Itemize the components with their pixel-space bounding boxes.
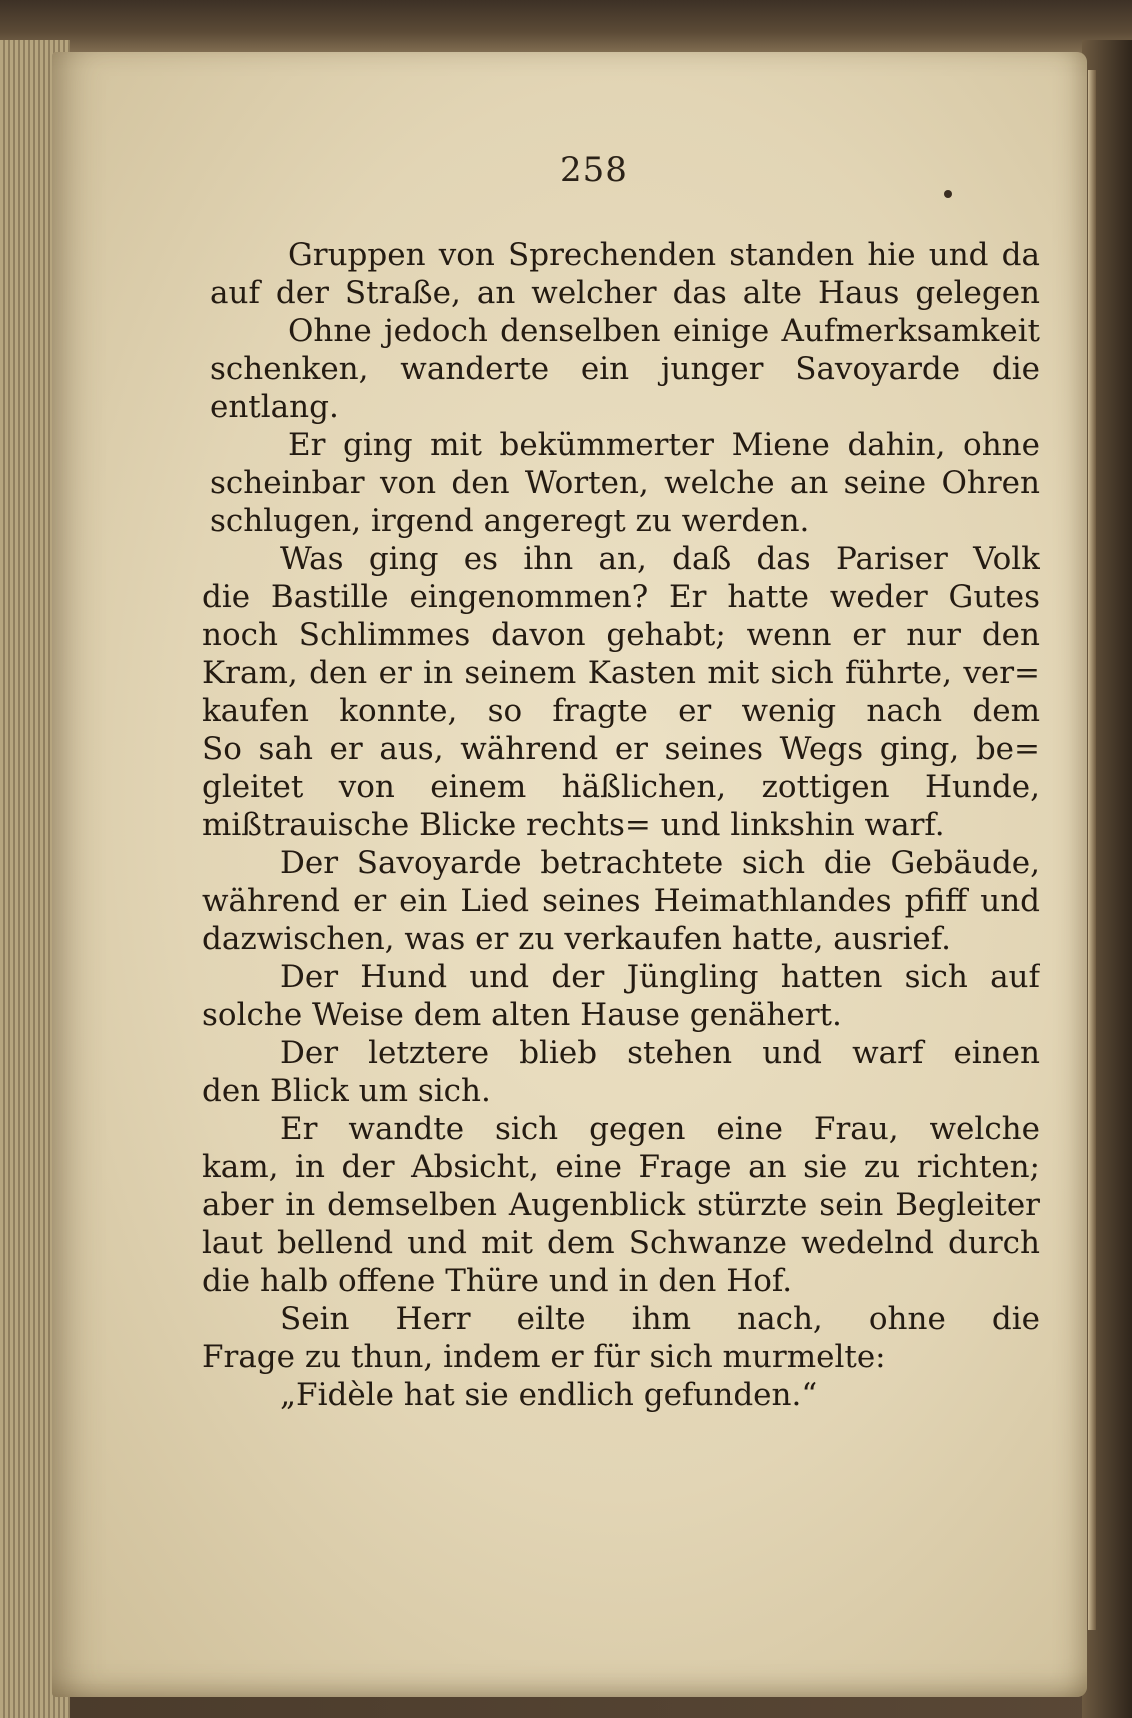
text-line: gleitet von einem häßlichen, zottigen Hunde, [202, 769, 1040, 805]
text-line: die Bastille eingenommen? Er hatte weder Gutes [202, 579, 1040, 615]
text-line: noch Schlimmes davon gehabt; wenn er nur den [202, 617, 1040, 653]
text-line: Sein Herr eilte ihm nach, ohne die [280, 1301, 1040, 1337]
text-line: auf der Straße, an welcher das alte Haus gelegen [210, 275, 1040, 311]
text-line: laut bellend und mit dem Schwanze wedelnd durch [202, 1225, 1040, 1261]
text-line: den Blick um sich. [202, 1073, 491, 1109]
text-line: dazwischen, was er zu verkaufen hatte, ausrief. [202, 921, 951, 957]
text-line: kaufen konnte, so fragte er wenig nach dem [202, 693, 1040, 729]
text-line: Er wandte sich gegen eine Frau, welche [280, 1111, 1040, 1147]
text-line: scheinbar von den Worten, welche an seine Ohren [210, 465, 1040, 501]
text-line: Gruppen von Sprechenden standen hie und da [288, 237, 1040, 273]
page-margin-shadow [1088, 70, 1096, 1630]
text-line: während er ein Lied seines Heimathlandes pfiff und [202, 883, 1040, 919]
text-line: Ohne jedoch denselben einige Aufmerksamkeit [288, 313, 1040, 349]
book-top-edge [0, 0, 1132, 58]
text-line: Frage zu thun, indem er für sich murmelte: [202, 1339, 886, 1375]
text-line: mißtrauische Blicke rechts= und linkshin warf. [202, 807, 945, 843]
text-line: Der letztere blieb stehen und warf einen [280, 1035, 1040, 1071]
text-line-quote: „Fidèle hat sie endlich gefunden.“ [280, 1377, 818, 1413]
text-line: Was ging es ihn an, daß das Pariser Volk [280, 541, 1040, 577]
text-line: Er ging mit bekümmerter Miene dahin, ohne [288, 427, 1040, 463]
text-line: So sah er aus, während er seines Wegs ging, be= [202, 731, 1040, 767]
text-line: die halb offene Thüre und in den Hof. [202, 1263, 793, 1299]
text-line: schenken, wanderte ein junger Savoyarde die [210, 351, 1040, 387]
text-line: solche Weise dem alten Hause genähert. [202, 997, 842, 1033]
text-line: Der Savoyarde betrachtete sich die Gebäude, [280, 845, 1040, 881]
text-line: Kram, den er in seinem Kasten mit sich führte, ver= [202, 655, 1040, 691]
text-line: Der Hund und der Jüngling hatten sich auf [280, 959, 1040, 995]
text-line: entlang. [210, 389, 339, 425]
body-text [202, 236, 1040, 1414]
ink-speck [944, 190, 952, 198]
text-line: aber in demselben Augenblick stürzte sein Begleiter [202, 1187, 1040, 1223]
text-line: kam, in der Absicht, eine Frage an sie zu richten; [202, 1149, 1040, 1185]
text-line: schlugen, irgend angeregt zu werden. [210, 503, 810, 539]
page-number: 258 [560, 150, 628, 190]
